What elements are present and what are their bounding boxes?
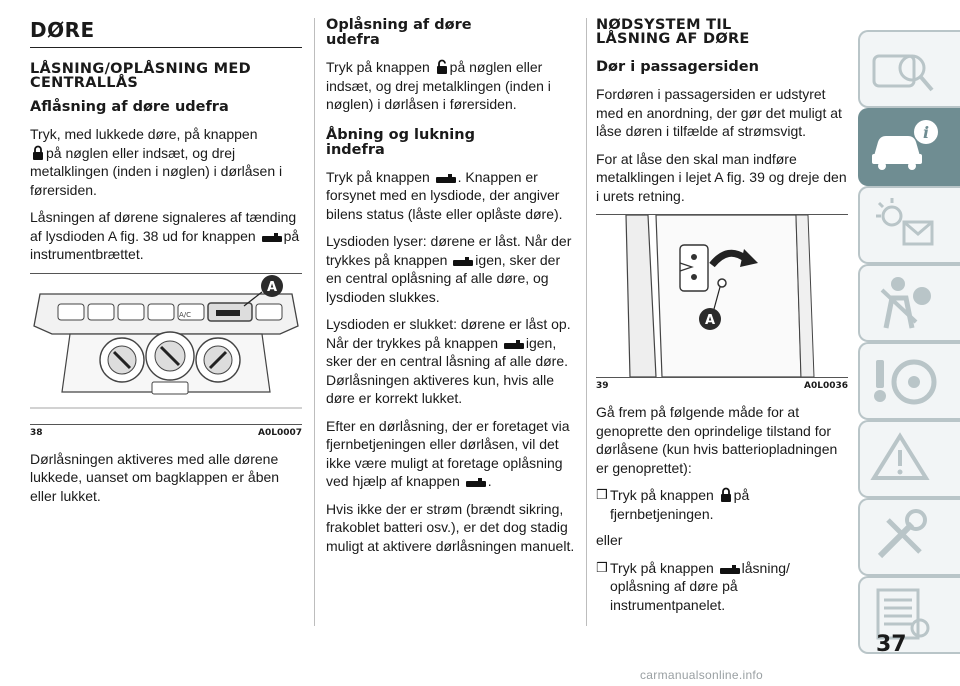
figure-38-label: A [266,279,278,295]
door-lock-figure [596,214,848,378]
figure-38-caption: 38 A0L0007 [30,427,302,438]
tab-dashboard-lights[interactable] [858,186,960,264]
tab-safety[interactable] [858,264,960,342]
tab-car-info[interactable] [858,108,960,186]
door-lock-button-icon [262,233,282,242]
title-rule [30,47,302,48]
car-info-icon [868,116,938,176]
bullet-remote: ❒ Tryk på knappen på fjernbetjeningen. [596,487,750,522]
paragraph-lock-outside: Tryk, med lukkede døre, på knappen på nøglen eller indsæt, og drej metalklingen (inden i nøglen) i dørlåsen i førersiden. [30,126,283,198]
figure-39-label: A [704,313,716,328]
tab-emergency[interactable] [858,420,960,498]
heading-emergency: NØDSYSTEM TIL LÅSNING AF DØRE [596,17,750,47]
figure-39-caption: 39 A0L0036 [596,381,848,391]
emergency-icon [868,428,938,488]
ac-label: A/C [179,310,192,319]
figure-38 [30,273,302,438]
column-divider [586,18,587,626]
lock-icon [720,487,732,502]
paragraph-remote-lock: Efter en dørlåsning, der er foretaget via fjernbetjeningen eller dørlåsen, vil det ikke være muligt at foretage oplåsning ved hjælp af knappen . [326,417,570,489]
heading-unlock-outside: Oplåsning af døre udefra [326,17,472,48]
column-divider [314,18,315,626]
column-3 [596,18,848,622]
steering-starting-icon [868,350,938,410]
paragraph-inside-button: Tryk på knappen . Knappen er forsynet med en lysdiode, der angiver bilens status (låste eller oplåste døre). [326,168,563,222]
heading-central-lock: LÅSNING/OPLÅSNING MED CENTRALLÅS [30,61,251,91]
paragraph-passenger-door: Fordøren i passagersiden er udstyret med en anordning, der gør det muligt at låse døren i tilfælde af strømsvigt. [596,86,842,139]
column-2 [326,18,576,564]
door-lock-button-icon [466,478,486,487]
maintenance-icon [868,506,938,566]
paragraph-unlock-outside: Tryk på knappen på nøglen eller indsæt, og drej metalklingen (inden i nøglen) i dørlåsen i førersiden. [326,59,551,112]
door-lock-button-icon [720,565,740,574]
tab-maintenance[interactable] [858,498,960,576]
airbag-safety-icon [868,272,938,332]
section-title: DØRE [30,18,95,42]
paragraph-led-on: Lysdioden lyser: dørene er låst. Når der trykkes på knappen igen, sker der en central oplåsning af alle døre, og lysdioden slukkes. [326,233,572,305]
lock-icon [32,145,44,160]
column-1 [30,18,302,514]
dashboard-lights-icon [868,194,938,254]
dashboard-figure [30,273,302,425]
watermark: carmanualsonline.info [640,668,764,682]
paragraph-no-power: Hvis ikke der er strøm (brændt sikring, frakoblet batteri osv.), er det dog stadig muligt at aktivere dørlåsningen manuelt. [326,500,575,554]
bullet-dashboard: ❒ Tryk på knappen låsning/ oplåsning af døre på instrumentpanelet. [596,559,790,613]
page-number: 37 [876,632,907,657]
door-lock-button-icon [436,174,456,183]
tab-warning-lights[interactable] [858,30,960,108]
tab-starting-driving[interactable] [858,342,960,420]
paragraph-led-off: Lysdioden er slukket: dørene er låst op. Når der trykkes på knappen igen, sker der en central låsning af alle døre. Dørlåsningen aktiveres kun, hvis alle døre er korrekt lukket. [326,316,571,406]
heading-passenger-door: Dør i passagersiden [596,59,759,75]
text-eller: eller [596,532,623,548]
dashboard-controls-illustration [30,274,302,424]
paragraph-insert-blade: For at låse den skal man indføre metalklingen i lejet A fig. 39 og dreje den i urets retning. [596,150,847,204]
heading-inside: Åbning og lukning indefra [326,126,475,158]
door-lock-button-icon [453,257,473,266]
figure-39 [596,214,848,391]
door-emergency-lock-illustration [596,215,848,377]
paragraph-tailgate: Dørlåsningen aktiveres med alle dørene lukkede, uanset om bagklappen er åben eller lukket. [30,450,280,504]
svg-text:i: i [922,123,930,142]
paragraph-led-signal: Låsningen af dørene signaleres af tænding af lysdioden A fig. 38 ud for knappen på instrumentbrættet. [30,209,300,262]
paragraph-restore: Gå frem på følgende måde for at genoprette den oprindelige tilstand for dørlåsene (kun hvis batteriopladningen er genoprettet): [596,404,838,476]
heading-lock-outside: Aflåsning af døre udefra [30,99,229,115]
door-lock-button-icon [504,340,524,349]
warning-lights-icon [868,38,938,98]
unlock-icon [436,59,448,74]
tab-technical-data[interactable] [858,576,960,654]
